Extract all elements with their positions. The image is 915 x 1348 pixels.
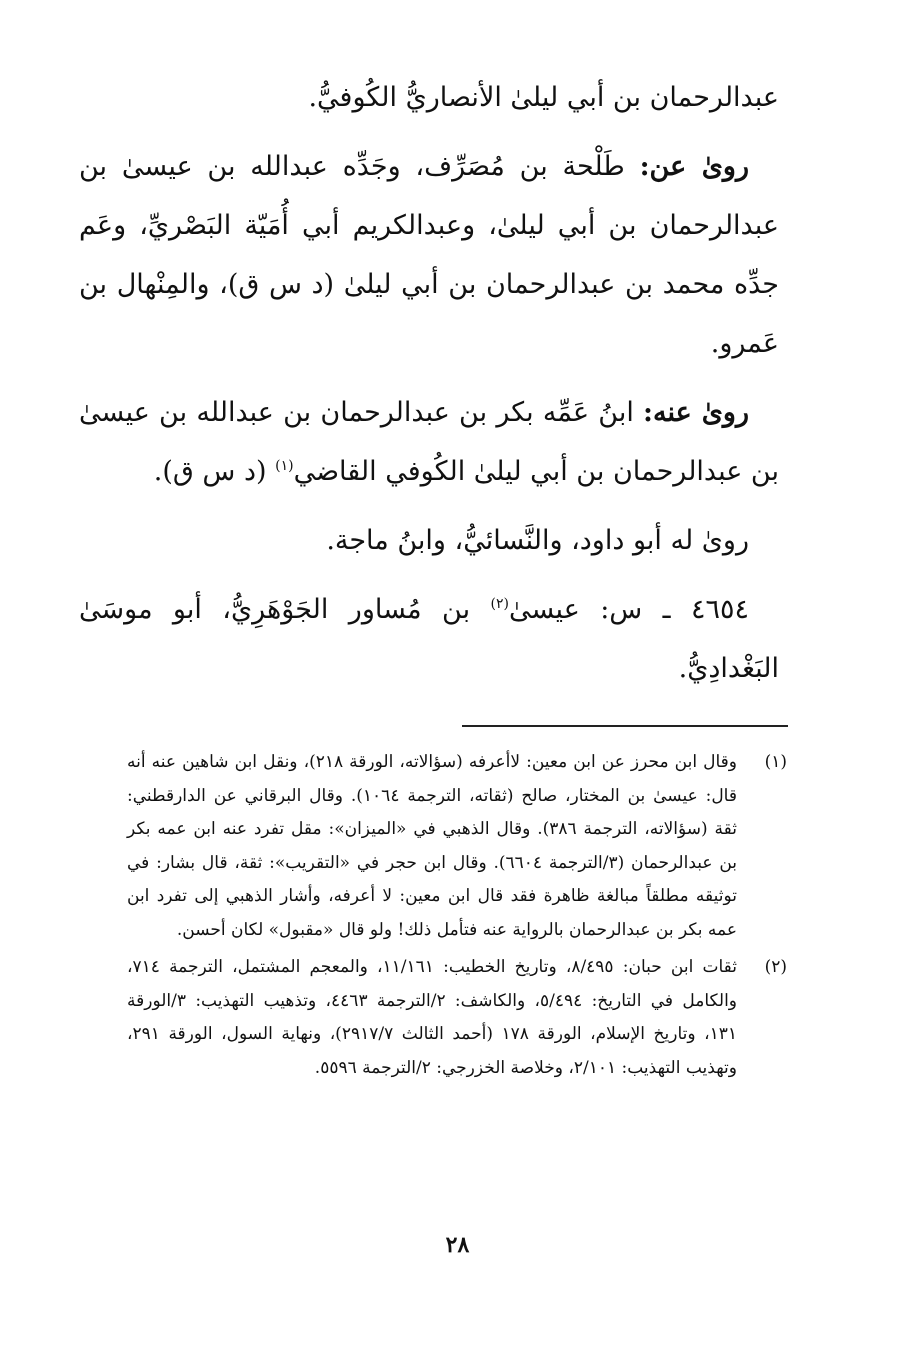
paragraph-narrated-from — [79, 137, 779, 373]
footnote-separator — [462, 725, 788, 727]
paragraph-name-continuation — [79, 68, 779, 127]
footnote-text: ثقات ابن حبان: ٨/٤٩٥، وتاريخ الخطيب: ١١/١٦١، والمعجم المشتمل، الترجمة ٧١٤، والكامل في التاريخ: ٥/٤٩٤، والكاشف: ٢/الترجمة ٤٤٦٣، وتذهيب التهذيب: ٣/الورقة ١٣١، وتاريخ الإسلام، الورقة ١٧٨ (أحمد الثالث ٢٩١٧/٧)، ونهاية السول، الورقة ٢٩١، وتهذيب التهذيب: ٢/١٠١، وخلاصة الخزرجي: ٢/الترجمة ٥٥٩٦. — [127, 957, 738, 1078]
narrated-by-tail: (د س ق). — [153, 456, 276, 487]
narrated-by-text: ابنُ عَمِّه بكر بن عبدالرحمان بن عبدالله بن عيسىٰ بن عبدالرحمان بن أبي ليلىٰ الكُوفي القاضي — [79, 397, 779, 487]
footnote-number: (٢) — [764, 957, 787, 977]
footnote-text: وقال ابن محرز عن ابن معين: لاأعرفه (سؤالاته، الورقة ٢١٨)، ونقل ابن شاهين عنه أنه قال: عيسىٰ بن المختار، صالح (ثقاته، الترجمة ١٠٦٤). وقال البرقاني عن الدارقطني: ثقة (سؤالاته، الترجمة ٣٨٦). وقال الذهبي في «الميزان»: مقل تفرد عنه ابن عمه بكر بن عبدالرحمان (٣/الترجمة ٦٦٠٤). وقال ابن حجر في «التقريب»: ثقة، قال بشار: في توثيقه مطلقاً مبالغة ظاهرة فقد قال ابن معين: لا أعرفه، وأشار الذهبي إلى تفرد ابن عمه بكر بن عبدالرحمان بالرواية عنه فتأمل ذلك! ولو قال «مقبول» لكان أحسن. — [127, 752, 737, 940]
paragraph-narrated-by — [79, 383, 779, 501]
narrated-from-label: روىٰ عن: — [639, 151, 749, 182]
paragraph-transmitted — [79, 511, 779, 570]
footnote-ref-2[interactable]: (٢) — [490, 596, 509, 612]
transmitted-text: روىٰ له أبو داود، والنَّسائيُّ، وابنُ ماجة. — [326, 525, 749, 556]
narrated-from-text: طَلْحة بن مُصَرِّف، وجَدِّه عبدالله بن عيسىٰ بن عبدالرحمان بن أبي ليلىٰ، وعبدالكريم أبي أُمَيّة البَصْريِّ، وعَم جدِّه محمد بن عبدالرحمان بن أبي ليلىٰ (د س ق)، والمِنْهال بن عَمرو. — [79, 151, 779, 359]
paragraph-entry-4654 — [79, 580, 779, 698]
entry-heading: ٤٦٥٤ ـ س: عيسىٰ — [508, 594, 749, 625]
name-line: عبدالرحمان بن أبي ليلىٰ الأنصاريُّ الكُوفيُّ. — [308, 82, 779, 113]
footnote-number: (١) — [764, 752, 787, 772]
narrated-by-label: روىٰ عنه: — [643, 397, 749, 428]
footnote-1 — [127, 746, 787, 947]
footnote-ref-1[interactable]: (١) — [275, 458, 294, 474]
entry-tail: بن مُساور الجَوْهَرِيُّ، أبو موسَىٰ البَغْدادِيُّ. — [79, 594, 779, 684]
footnote-2 — [127, 951, 787, 1085]
page-number: ٢٨ — [445, 1232, 470, 1258]
main-text — [79, 68, 779, 708]
footnotes — [127, 746, 787, 1089]
